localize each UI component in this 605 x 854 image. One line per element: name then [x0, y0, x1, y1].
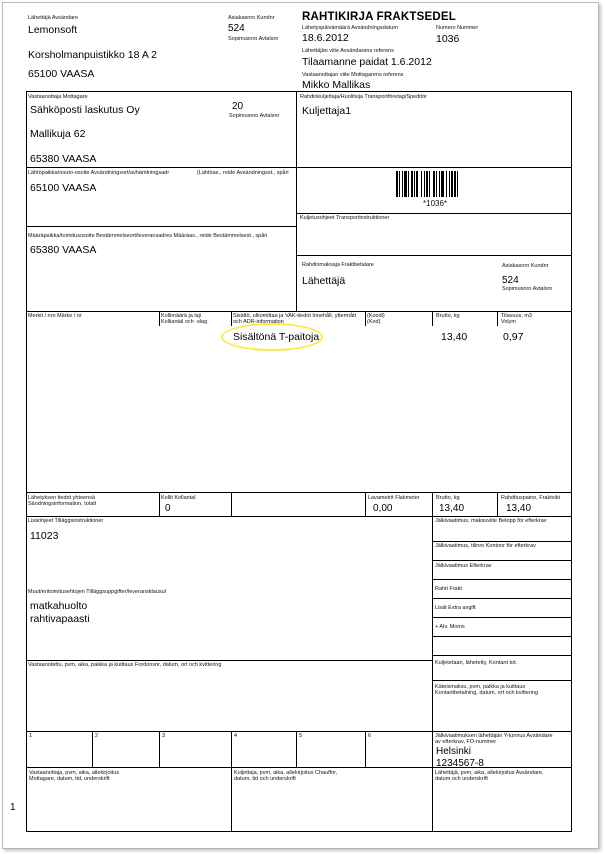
- payer-customer-no-label: Asiakasnro Kundnr: [502, 263, 549, 269]
- gross-value: 13,40: [441, 331, 468, 343]
- customer-no: 524: [228, 23, 245, 34]
- barcode-bar: [458, 171, 461, 197]
- departure-label: Lähtöpaikka/nouto-osoite Avsändningsort/avhämtningsadr: [28, 170, 170, 176]
- destination-value: 65380 VAASA: [30, 244, 97, 256]
- sender-ref-label: Lähettäjän viite Avsändarens referens: [302, 48, 394, 54]
- sender-label: Lähettäjä Avsändare: [28, 15, 79, 21]
- date-label: Lähetyspäivämäärä Avsändningsdatum: [302, 25, 398, 31]
- right-item-freight: Rahti Frakt: [435, 586, 462, 592]
- recipient-street: Mallikuja 62: [30, 128, 86, 140]
- right-item-cash-payment: Käteismaksu, pvm, paikka ja kuittaus Kontantbetalning, datum, ort och kvittering: [435, 684, 539, 696]
- other-terms-line-1: matkahuolto: [30, 600, 88, 612]
- carrier-name: Kuljettaja1: [302, 105, 352, 117]
- cell-number-3: 3: [162, 733, 166, 739]
- total-packages-label: Kollit Kollantal: [161, 495, 196, 501]
- recipient-label: Vastaanottaja Mottagare: [28, 94, 88, 100]
- total-packages: 0: [165, 503, 171, 514]
- other-terms-label: Muut/eritoimitusehtojen Tilläggsuppgifter/leveransklausul: [28, 589, 166, 595]
- driver-signature-label: Kuljettaja, pvm, aika, allekirjoitus Chauffor, datum, tid och underskrift: [234, 770, 338, 782]
- recipient-contract-label: Sopimusnro Avtalsnr: [229, 113, 280, 119]
- recipient-signature-label: Vastaanottaja, pvm, aika, allekirjoitus Mottagare, datum, tid, underskrift: [29, 770, 120, 782]
- cell-number-5: 5: [299, 733, 303, 739]
- load-meter: 0,00: [373, 503, 393, 514]
- volume-label: Tilavuus, m3 Volym: [501, 313, 532, 325]
- volume-value: 0,97: [503, 331, 524, 343]
- recipient-city: 65380 VAASA: [30, 153, 97, 165]
- sender-name: Lemonsoft: [28, 24, 78, 36]
- right-item-cod-ref: Jälkivaatimus, maksuviite Belopp för efterkrav: [435, 518, 547, 524]
- content-label: Sisältö, ulkomittaa ja VAK-tiedot Innehåll, yttermått och ADR-information: [233, 313, 357, 325]
- customer-no-label: Asiakasnro Kundnr: [228, 15, 275, 21]
- page-number: 1: [10, 802, 16, 813]
- total-gross-label: Brutto, kg: [436, 495, 460, 501]
- payer-customer-no: 524: [502, 275, 519, 286]
- total-gross: 13,40: [439, 503, 465, 514]
- payer-contract-label: Sopimusnro Avtalsnr: [502, 286, 553, 292]
- departure-label-2: (Lähtöas., reide Avsändningsst., spåri: [197, 170, 289, 176]
- cell-number-6: 6: [368, 733, 372, 739]
- barcode-text: *1036*: [423, 199, 448, 208]
- shipment-total-label: Lähetyksen tiedot yhteensä Sändningsinformation, totalt: [28, 495, 97, 507]
- sender-ref: Tilaamanne paidat 1.6.2012: [302, 56, 432, 68]
- content-value: Sisältönä T-paitoja: [233, 331, 320, 343]
- right-item-cod-account: Jälkivaatimus, tilinro Kontonr för efterkrav: [435, 543, 536, 549]
- recipient-name: Sähköposti laskutus Oy: [30, 104, 140, 116]
- carrier-label: Rahdinkuljettaja/Huolitsija Transportföretag/Speditör: [300, 94, 427, 100]
- freight-payer-label: Rahdinmaksaja Fraktbetalare: [302, 262, 374, 268]
- load-meter-label: Lavametrit Flakmeter: [368, 495, 420, 501]
- received-label: Vastaanotettu, pvm, aika, paikka ja kuittaus Fordonsnr, datum, ort och kvittering: [28, 662, 222, 668]
- right-item-vat: + Alv. Moms: [435, 624, 465, 630]
- page-frame: [2, 2, 599, 849]
- freight-weight-label: Rahdituspaino, Fraktvikt: [501, 495, 560, 501]
- departure-value: 65100 VAASA: [30, 182, 97, 194]
- date-value: 18.6.2012: [302, 32, 349, 44]
- destination-label: Määräpaikka/toimitusosoite Bestämmelseort/leveransadres Määräas., reide Bestämmelsest., spåri: [28, 233, 268, 239]
- marks-label: Merkit / nro Märke / nr: [28, 313, 82, 319]
- transport-instructions-label: Kuljetusohjeet Transportinstruktioner: [300, 215, 390, 221]
- packages-label: Kollimäärä ja laji Kolliantal och -slag: [161, 313, 208, 325]
- contract-label: Sopimusnro Avtalsnr: [228, 36, 279, 42]
- recipient-ref-label: Vastaanottajan viite Mottagarens referens: [302, 72, 404, 78]
- freight-payer-value: Lähettäjä: [302, 275, 346, 287]
- barcode: [396, 171, 488, 197]
- sender-city: 65100 VAASA: [28, 68, 95, 80]
- cod-city: Helsinki: [436, 746, 472, 757]
- other-terms-line-2: rahtivapaasti: [30, 613, 90, 625]
- additional-label: Lisäohjeet Tilläggsinstruktioner: [28, 518, 104, 524]
- right-item-cod-sender: Jälkivaatimuksen lähettäjän Y-tunnus Avsändare av efterkrav, FO-nummer: [435, 733, 553, 745]
- number-value: 1036: [436, 33, 460, 45]
- number-label: Numero Nummer: [436, 25, 479, 31]
- additional-value: 11023: [30, 530, 59, 542]
- right-item-extra: Lisät Extra avgift: [435, 605, 476, 611]
- cell-number-2: 2: [95, 733, 99, 739]
- page-title: RAHTIKIRJA FRAKTSEDEL: [302, 11, 456, 23]
- recipient-customer-no: 20: [232, 101, 244, 112]
- gross-label: Brutto, kg: [436, 313, 460, 319]
- code-label: (Koodi) (Kod): [367, 313, 385, 325]
- right-item-cod: Jälkivaatimus Efterkrav: [435, 563, 492, 569]
- cell-number-1: 1: [29, 733, 33, 739]
- sender-street: Korsholmanpuistikko 18 A 2: [28, 49, 157, 61]
- cod-id: 1234567-8: [436, 758, 484, 769]
- freight-weight: 13,40: [506, 503, 532, 514]
- recipient-ref: Mikko Mallikas: [302, 79, 371, 91]
- cell-number-4: 4: [234, 733, 238, 739]
- right-item-cash-total: Kuljetetaan, lähetetty, Kontant tot.: [435, 660, 518, 666]
- sender-signature-label: Lähettäjä, pvm, aika, allekirjoitus Avsändare, datum och underskrift: [435, 770, 544, 782]
